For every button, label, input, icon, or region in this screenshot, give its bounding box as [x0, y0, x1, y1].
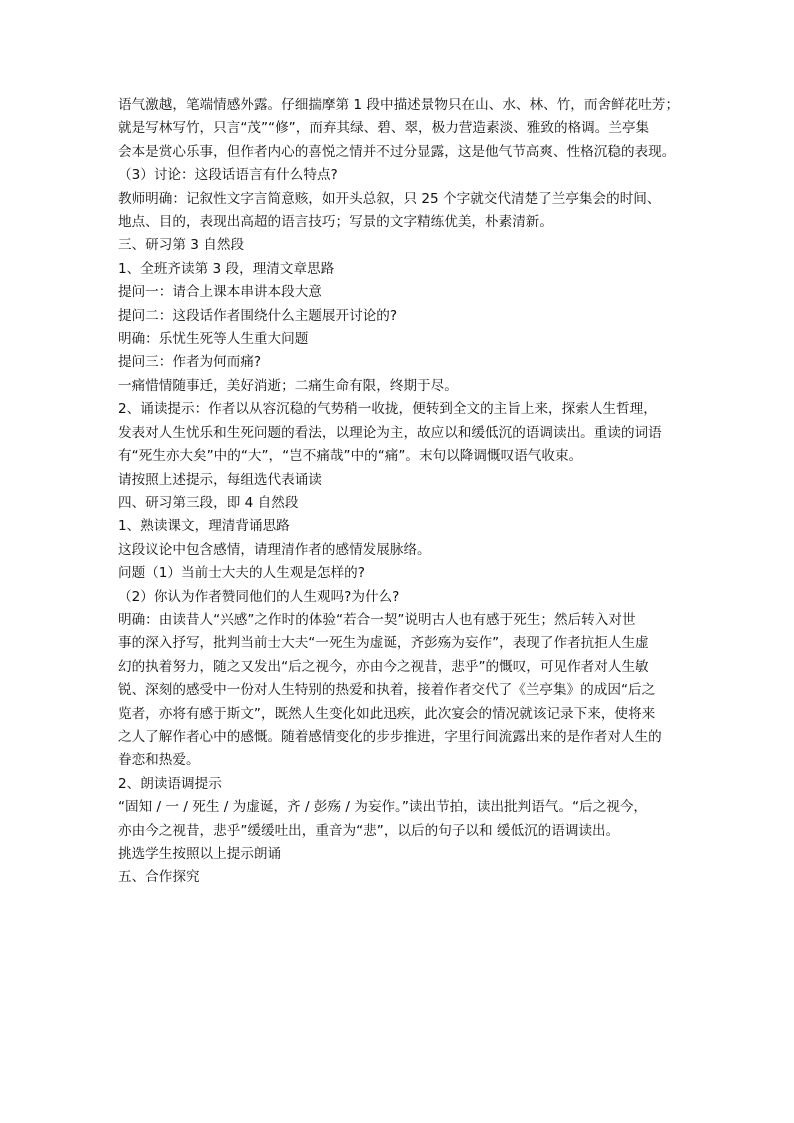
- question-line: 提问三：作者为何而痛?: [118, 354, 262, 371]
- answer-line: 明确：乐忧生死等人生重大问题: [118, 331, 309, 348]
- question-line: 提问一：请合上课本串讲本段大意: [118, 284, 322, 301]
- question-line: 提问二：这段话作者围绕什么主题展开讨论的?: [118, 307, 398, 324]
- step-heading: 1、全班齐读第 3 段，理清文章思路: [118, 260, 335, 277]
- section-heading: 五、合作探究: [118, 869, 200, 886]
- text-line: 亦由今之视昔，悲乎”缓缓吐出，重音为“悲”，以后的句子以和 缓低沉的语调读出。: [118, 822, 620, 839]
- step-heading: 1、熟读课文，理清背诵思路: [118, 518, 290, 535]
- text-line: 眷恋和热爱。: [118, 752, 200, 769]
- text-line: “固知 / 一 / 死生 / 为虚诞，齐 / 彭殇 / 为妄作。”读出节拍，读出批判语气。“后之视今，: [118, 799, 648, 816]
- text-line: 请按照上述提示，每组选代表诵读: [118, 471, 322, 488]
- text-line: 语气激越，笔端情感外露。仔细揣摩第 1 段中描述景物只在山、水、林、竹，而舍鲜花吐芳；: [118, 97, 680, 113]
- text-line: 发表对人生忧乐和生死问题的看法，以理论为主，故应以和缓低沉的语调读出。重读的词语: [118, 424, 662, 441]
- text-line: 览者，亦将有感于斯文”，既然人生变化如此迅疾，此次宴会的情况就该记录下来，使将来: [118, 705, 656, 722]
- text-line: 挑选学生按照以上提示朗诵: [118, 846, 282, 862]
- answer-line: 一痛惜情随事迁，美好消逝；二痛生命有限，终期于尽。: [118, 377, 458, 394]
- text-line: 锐、深刻的感受中一份对人生特别的热爱和执着，接着作者交代了《兰亭集》的成因“后之: [118, 682, 656, 699]
- text-line: 事的深入抒写，批判当前士大夫“一死生为虚诞，齐彭殇为妄作”，表现了作者抗拒人生虚: [118, 635, 649, 652]
- text-line: 这段议论中包含感情，请理清作者的感情发展脉络。: [118, 541, 431, 558]
- answer-line: 明确：由读昔人“兴感”之作时的体验“若合一契”说明古人也有感于死生；然后转入对世: [118, 611, 636, 628]
- text-line: 幻的执着努力，随之又发出“后之视今，亦由今之视昔，悲乎”的慨叹，可见作者对人生敏: [118, 658, 649, 675]
- discussion-question: （3）讨论：这段话语言有什么特点?: [118, 167, 338, 184]
- section-heading: 四、研习第三段，即 4 自然段: [118, 494, 299, 511]
- text-line: 之人了解作者心中的感慨。随着感情变化的步步推进，字里行间流露出来的是作者对人生的: [118, 728, 662, 745]
- step-heading: 2、朗读语调提示: [118, 775, 222, 792]
- document-body: [118, 94, 688, 890]
- step-heading: 2、诵读提示：作者以从容沉稳的气势稍一收拢，便转到全文的主旨上来，探索人生哲理，: [118, 401, 657, 418]
- text-line: 地点、目的，表现出高超的语言技巧；写景的文字精练优美，朴素清新。: [118, 214, 553, 231]
- question-line: 问题（1）当前士大夫的人生观是怎样的?: [118, 565, 365, 582]
- text-line: 教师明确：记叙性文字言简意赅，如开头总叙，只 25 个字就交代清楚了兰亭集会的时间、: [118, 190, 661, 207]
- text-line: 会本是赏心乐事，但作者内心的喜悦之情并不过分显露，这是他气节高爽、性格沉稳的表现。: [118, 143, 676, 160]
- section-heading: 三、研习第 3 自然段: [118, 237, 245, 254]
- text-line: 就是写林写竹，只言“茂”“修”，而弃其绿、碧、翠，极力营造素淡、雅致的格调。兰亭集: [118, 120, 650, 137]
- question-line: （2）你认为作者赞同他们的人生观吗?为什么?: [118, 588, 400, 605]
- text-line: 有“死生亦大矣”中的“大”，“岂不痛哉”中的“痛”。末句以降调慨叹语气收束。: [118, 448, 583, 465]
